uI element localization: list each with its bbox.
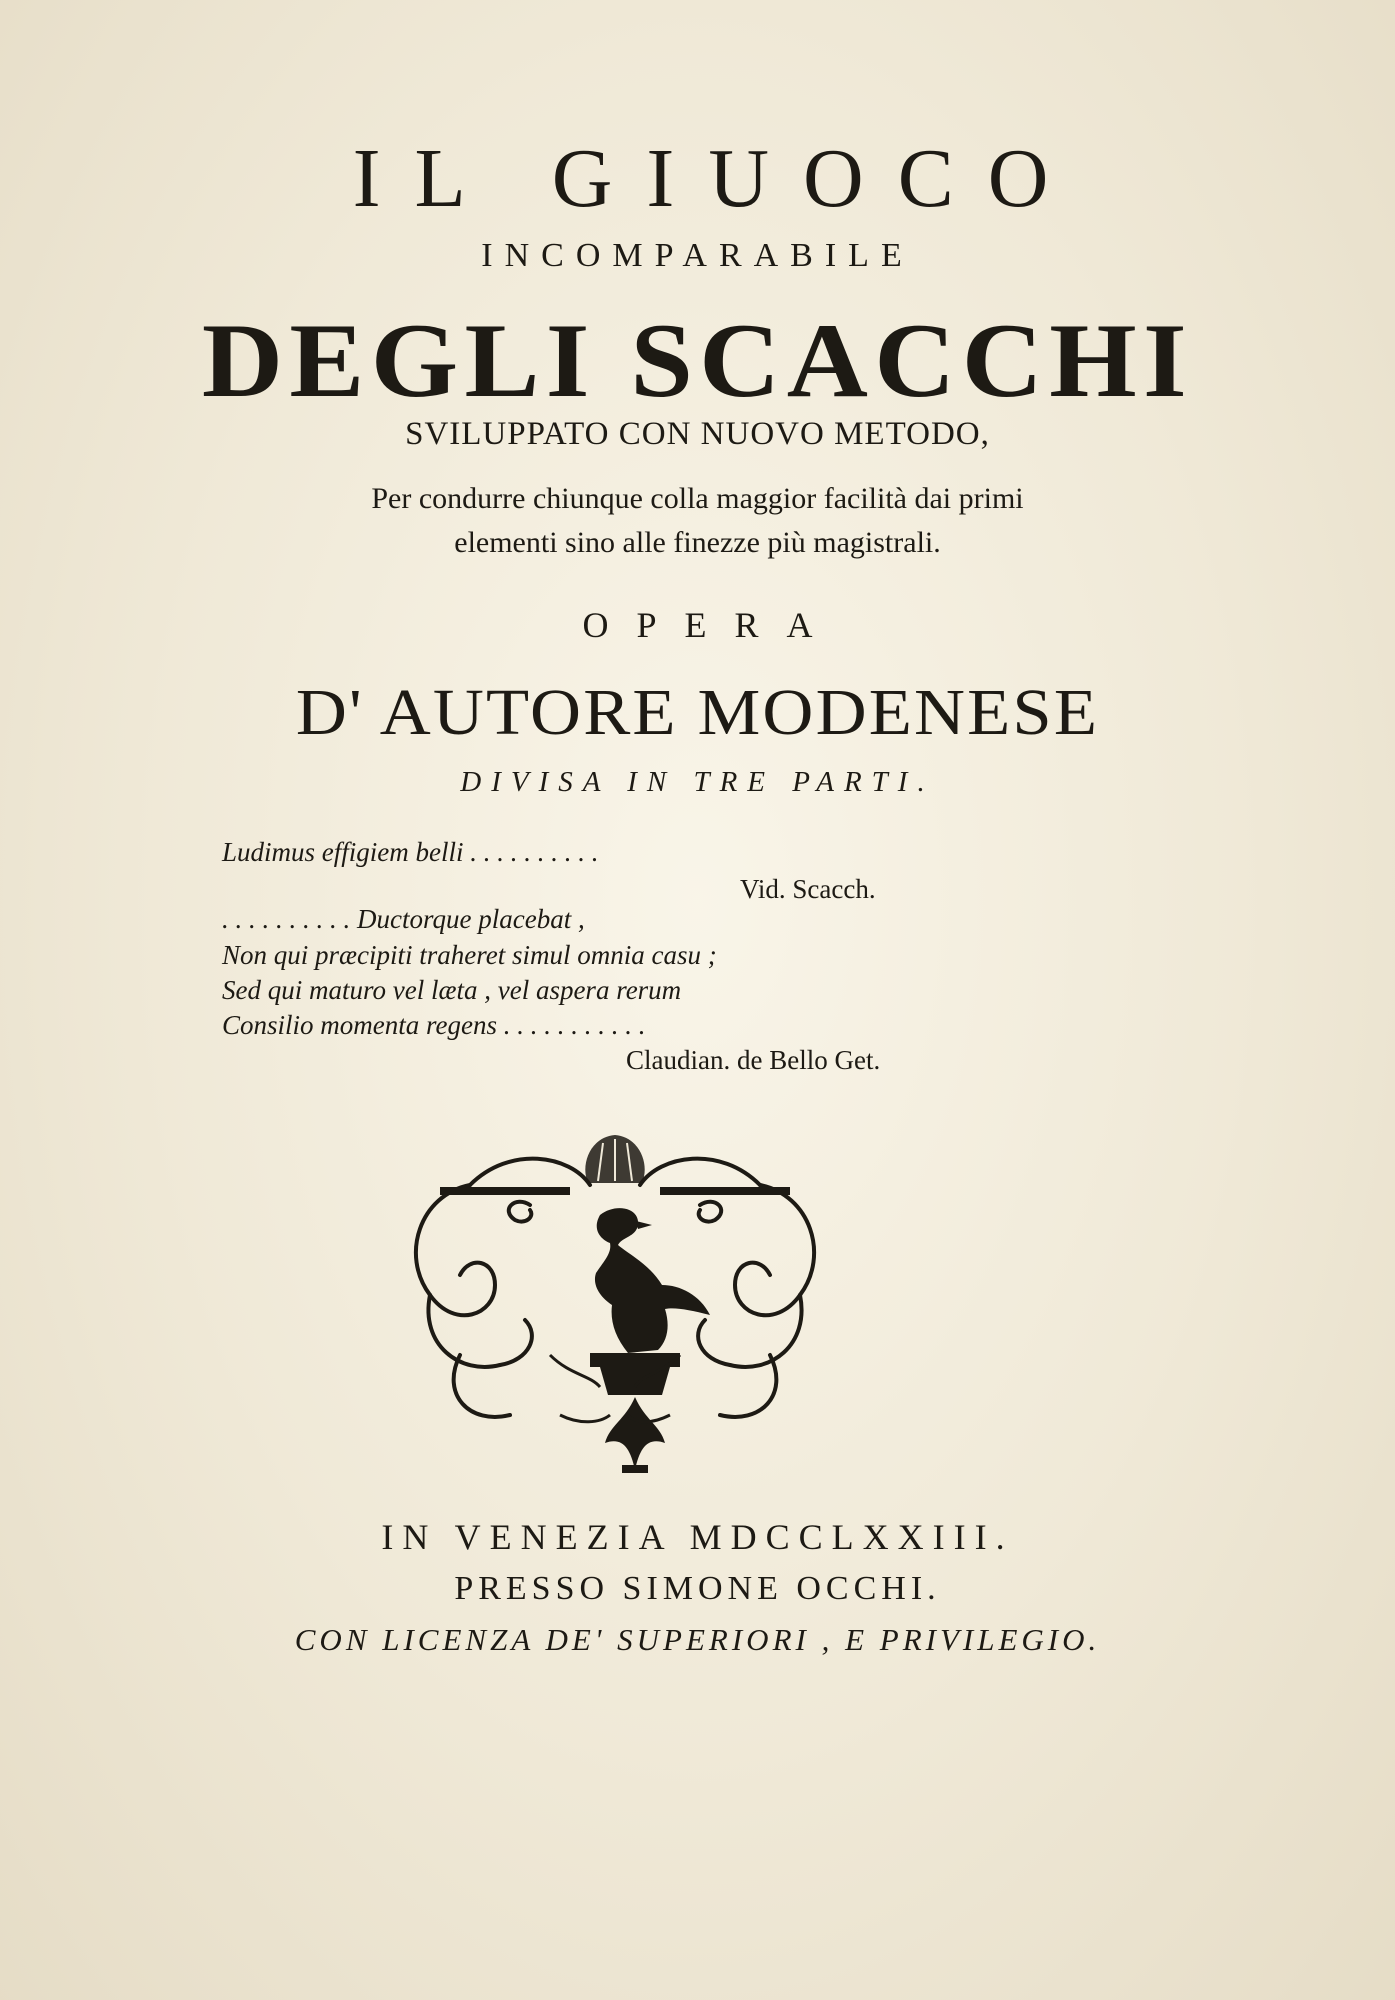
epigraph-verse-5: Consilio momenta regens . . . . . . . . . . . bbox=[222, 1010, 646, 1040]
subtitle-sviluppato: SVILUPPATO CON NUOVO METODO, bbox=[405, 416, 990, 452]
imprint-place-date: IN VENEZIA MDCCLXXIII. bbox=[381, 1517, 1014, 1557]
author-line: D' AUTORE MODENESE bbox=[295, 676, 1100, 749]
imprint-printer: PRESSO SIMONE OCCHI. bbox=[454, 1570, 941, 1607]
epigraph-verse-2: . . . . . . . . . . Ductorque placebat , bbox=[222, 904, 585, 934]
title-line-incomparabile: INCOMPARABILE bbox=[481, 237, 914, 274]
divisa-line: DIVISA IN TRE PARTI. bbox=[460, 766, 935, 798]
subtitle-per-condurre: Per condurre chiunque colla maggior facilità dai primi bbox=[371, 482, 1024, 515]
epigraph-source-2: Claudian. de Bello Get. bbox=[626, 1045, 881, 1075]
epigraph-verse-4: Sed qui maturo vel læta , vel aspera rerum bbox=[222, 975, 682, 1005]
epigraph-verse-3: Non qui præcipiti traheret simul omnia casu ; bbox=[222, 940, 717, 970]
imprint-license: CON LICENZA DE' SUPERIORI , E PRIVILEGIO. bbox=[294, 1622, 1101, 1657]
epigraph-source-1: Vid. Scacch. bbox=[740, 874, 876, 904]
opera-label: OPERA bbox=[582, 605, 841, 645]
eagle-ornament-icon bbox=[400, 1125, 830, 1485]
title-line-il-giuoco: IL GIUOCO bbox=[352, 132, 1083, 225]
subtitle-elementi: elementi sino alle finezze più magistrali. bbox=[454, 526, 941, 559]
epigraph-verse-1: Ludimus effigiem belli . . . . . . . . . . bbox=[222, 837, 599, 867]
title-line-degli-scacchi: DEGLI SCACCHI bbox=[201, 302, 1194, 419]
